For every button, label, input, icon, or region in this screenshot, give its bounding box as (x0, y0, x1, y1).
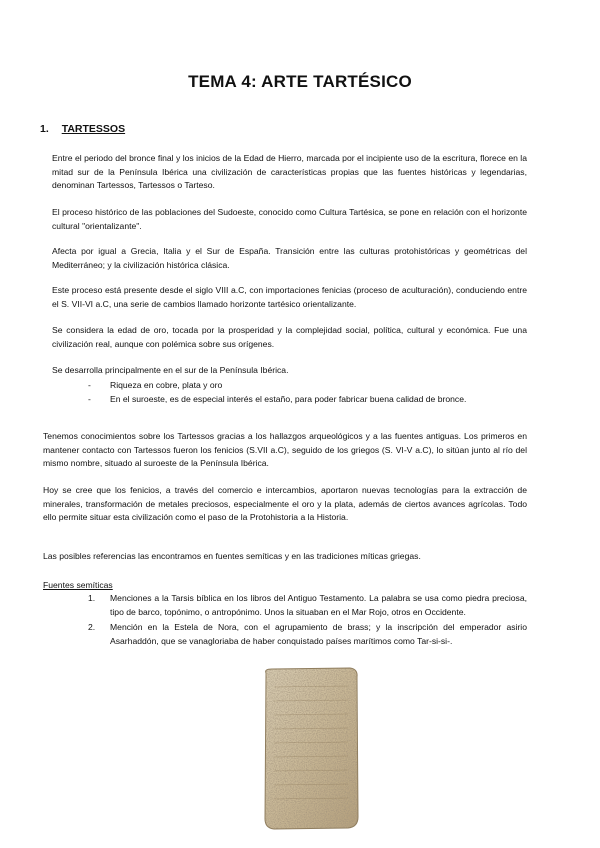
paragraph: Afecta por igual a Grecia, Italia y el Sur de España. Transición entre las culturas protohistóricas y geométricas del Mediterráneo; y la civilización histórica clásica. (52, 246, 527, 270)
paragraph: Se considera la edad de oro, tocada por la prosperidad y la complejidad social, política, cultural y económica. Fue una civilización real, aunque con polémica sobre sus orígenes. (52, 325, 527, 349)
dash-marker: - (88, 380, 91, 390)
section-number: 1. (40, 123, 49, 135)
item-number: 2. (88, 622, 96, 632)
list-item (88, 621, 527, 648)
paragraph: Hoy se cree que los fenicios, a través del comercio e intercambios, aportaron nuevas tecnologías para la extracción de minerales, transformación de metales preciosos, especialmente el oro y la plata, además de ciertos avances agrícolas. Todo ello permite situar esta civilización como el paso de la Protohistoria a la Historia. (43, 485, 527, 522)
item-number: 1. (88, 593, 96, 603)
list-item (88, 379, 466, 393)
paragraph: Se desarrolla principalmente en el sur de la Península Ibérica. (52, 365, 289, 375)
page-title: TEMA 4: ARTE TARTÉSICO (188, 72, 412, 91)
stele-photo (262, 667, 360, 830)
paragraph: Este proceso está presente desde el siglo VIII a.C, con importaciones fenicias (proceso de aculturación), conduciendo entre el S. VII-VI a.C, una serie de cambios llamado horizonte tartésico orientalizante. (52, 285, 527, 309)
paragraph: Tenemos conocimientos sobre los Tartessos gracias a los hallazgos arqueológicos y a las fuentes antiguas. Los primeros en mantener contacto con Tartessos fueron los fenicios (S.VII a.C), seguido de los griegos (S. VI-V a.C), lo sitúan junto al río del mismo nombre, situado al suroeste de la Península Ibérica. (43, 431, 527, 468)
paragraph: El proceso histórico de las poblaciones del Sudoeste, conocido como Cultura Tartésica, se pone en relación con el horizonte cultural "orientalizante". (52, 207, 527, 231)
dash-marker: - (88, 393, 91, 404)
list-item-text: En el suroeste, es de especial interés el estaño, para poder fabricar buena calidad de bronce. (110, 393, 467, 404)
paragraph: Las posibles referencias las encontramos en fuentes semíticas y en las tradiciones míticas griegas. (43, 551, 421, 561)
list-item (88, 592, 527, 619)
paragraph: Entre el periodo del bronce final y los inicios de la Edad de Hierro, marcada por el incipiente uso de la escritura, florece en la mitad sur de la Península Ibérica una civilización de características propias que las fuentes históricas y legendarias, denominan Tartessos, Tartessos o Tarteso. (52, 153, 527, 190)
list-item-text: Mención en la Estela de Nora, con el agrupamiento de brass; y la inscripción del emperador asirio Asarhaddón, que se vanagloriaba de haber conquistado países marítimos como Tar-si-si-. (110, 622, 527, 646)
section-name: TARTESSOS (61, 123, 126, 135)
numbered-list (88, 592, 527, 650)
subheading: Fuentes semíticas (43, 580, 113, 590)
section-heading (40, 123, 125, 135)
list-item (88, 393, 466, 407)
list-item-text: Riqueza en cobre, plata y oro (110, 380, 223, 390)
list-item-text: Menciones a la Tarsis bíblica en los libros del Antiguo Testamento. La palabra se usa como piedra preciosa, tipo de barco, topónimo, o antropónimo. Unos la situaban en el Mar Rojo, otros en Occidente. (110, 593, 527, 617)
bullet-list (88, 379, 466, 406)
